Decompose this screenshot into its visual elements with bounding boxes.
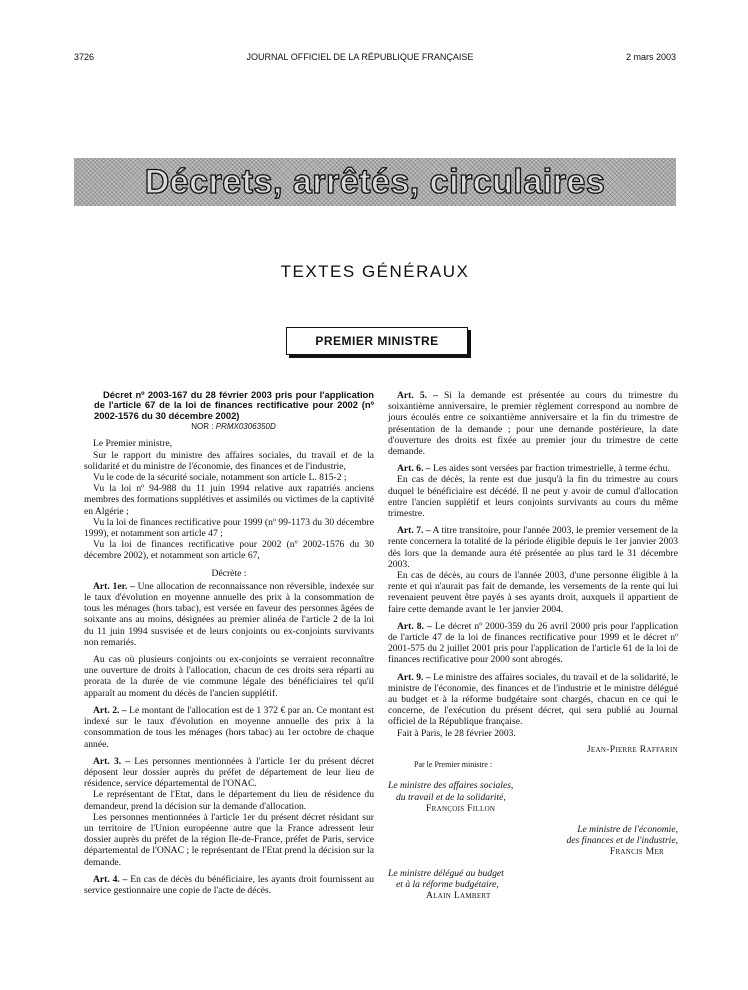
- ministry-box: [286, 327, 468, 355]
- article-1: [84, 581, 374, 648]
- signature-block-minister-1: [388, 780, 678, 814]
- article-label: Art. 2. –: [93, 704, 127, 716]
- paragraph: En cas de décès, la rente est due jusqu'à la fin du trimestre au cours duquel le bénéficiaire est décédé. Il ne peut y avoir de cumul d'allocation entre l'ancien supplétif et leurs conjoints survivants au cours du même trimestre.: [388, 474, 678, 520]
- section-banner: [74, 158, 676, 206]
- journal-title: JOURNAL OFFICIEL DE LA RÉPUBLIQUE FRANÇAISE: [246, 52, 474, 62]
- paragraph: Les personnes mentionnées à l'article 1er du présent décret résidant sur un territoire de l'Union européenne autre que la France adressent leur dossier auprès du préfet de la région Ile-de-France, préfet de Paris, service départemental de l'ONAC ; le représentant de l'Etat prend la décision sur la demande.: [84, 811, 374, 868]
- article-4: [84, 874, 374, 896]
- paragraph: Vu la loi de finances rectificative pour 2002 (nº 2002-1576 du 30 décembre 2002), et notamment son article 67,: [84, 539, 374, 562]
- article-label: Art. 5. –: [397, 390, 438, 401]
- paragraph: Vu la loi de finances rectificative pour 1999 (nº 99-1173 du 30 décembre 1999), et notamment son article 47 ;: [84, 516, 374, 540]
- minister-title: Le ministre de l'économie,: [577, 823, 678, 835]
- signer-name: Jean-Pierre Raffarin: [586, 743, 678, 755]
- decret-title: Décret nº 2003-167 du 28 février 2003 pris pour l'application de l'article 67 de la loi de finances rectificative pour 2002 (nº 2002-1576 du 30 décembre 2002): [94, 389, 374, 421]
- article-5: [388, 390, 678, 457]
- ministry-name: PREMIER MINISTRE: [315, 334, 439, 348]
- article-label: Art. 8. –: [397, 620, 432, 632]
- article-text: Le montant de l'allocation est de 1 372 € par an. Ce montant est indexé sur le taux d'évolution en moyenne annuelle des prix à la consommation de tous les ménages (hors tabac) au 1er octobre de chaque année.: [84, 704, 374, 750]
- minister-name: Alain Lambert: [426, 889, 491, 901]
- article-2: [84, 705, 374, 750]
- minister-title: du travail et de la solidarité,: [396, 791, 506, 803]
- minister-name: Francis Mer: [609, 846, 664, 858]
- article-8: [388, 621, 678, 666]
- minister-title: et à la réforme budgétaire,: [396, 878, 499, 890]
- minister-name: François Fillon: [426, 802, 496, 814]
- signature-block-minister-3: [388, 868, 678, 902]
- paragraph: Le Premier ministre,: [93, 438, 173, 450]
- signature-date: Fait à Paris, le 28 février 2003.: [397, 727, 516, 739]
- minister-title: des finances et de l'industrie,: [566, 835, 678, 847]
- left-column: [84, 390, 374, 896]
- paragraph: En cas de décès, au cours de l'année 2003, d'une personne éligible à la rente et qui n'aurait pas fait de demande, les versements de la rente qui lui revenaient peuvent être payés à ses ayants droit, auxquels il appartient de faire cette demande avant le 1er janvier 2004.: [388, 570, 678, 615]
- article-text: Les aides sont versées par fraction trimestrielle, à terme échu.: [430, 463, 670, 475]
- banner-title: Décrets, arrêtés, circulaires: [144, 162, 606, 201]
- article-label: Art. 9. –: [397, 671, 431, 683]
- article-7: [388, 525, 678, 570]
- nor-code: PRMX0306350D: [215, 422, 276, 432]
- article-text: Les personnes mentionnées à l'article 1er du présent décret déposent leur dossier auprès du préfet de département de leur lieu de résidence, service départemental de l'ONAC.: [84, 755, 374, 790]
- article-text: Une allocation de reconnaissance non réversible, indexée sur le taux d'évolution en moyenne annuelle des prix à la consommation de tous les ménages (hors tabac), est versée en faveur des personnes âgées de soixante ans au moins, désignées au premier alinéa de l'article 2 de la loi du 11 juin 1994 susvisée et de leurs conjoints ou ex-conjoints survivants non remariés.: [84, 580, 374, 648]
- article-9: [388, 672, 678, 728]
- article-label: Art. 3. –: [93, 755, 131, 767]
- decrete-line: Décrète :: [211, 567, 247, 579]
- issue-date: 2 mars 2003: [625, 52, 676, 62]
- article-3: [84, 756, 374, 790]
- article-label: Art. 4. –: [93, 873, 128, 885]
- minister-title: Le ministre délégué au budget: [388, 867, 504, 879]
- paragraph: Sur le rapport du ministre des affaires sociales, du travail et de la solidarité et du ministre de l'économie, des finances et de l'industrie,: [84, 449, 374, 472]
- page-header: [74, 50, 676, 64]
- nor-line: [84, 421, 374, 432]
- article-text: Le ministre des affaires sociales, du travail et de la solidarité, le ministre de l'économie, des finances et de l'industrie et le ministre délégué au budget et à la réforme budgétaire sont chargés, chacun en ce qui le concerne, de l'exécution du présent décret, qui sera publié au Journal officiel de la République française.: [388, 671, 678, 728]
- paragraph: Vu la loi nº 94-988 du 11 juin 1994 relative aux rapatriés anciens membres des formations supplétives et assimilés ou victimes de la captivité en Algérie ;: [84, 483, 374, 517]
- article-6: [388, 463, 678, 474]
- paragraph: Le représentant de l'Etat, dans le département du lieu de résidence du demandeur, prend la décision sur la demande d'allocation.: [84, 789, 374, 812]
- article-text: Si la demande est présentée au cours du trimestre du soixantième anniversaire, le premier règlement correspond au nombre de jours écoulés entre ce soixantième anniversaire et la fin du trimestre de présentation de la demande ; pour une demande postérieure, la date d'ouverture des droits est fixée au premier jour du trimestre de cette demande.: [388, 390, 678, 458]
- par-line: Par le Premier ministre :: [414, 760, 493, 770]
- signature-block-minister-2: [388, 824, 678, 858]
- nor-label: NOR :: [191, 422, 216, 432]
- paragraph: Vu le code de la sécurité sociale, notamment son article L. 815-2 ;: [93, 472, 347, 484]
- minister-title: Le ministre des affaires sociales,: [388, 780, 514, 792]
- right-column: [388, 390, 678, 901]
- article-text: Le décret nº 2000-359 du 26 avril 2000 pris pour l'application de l'article 47 de la loi de finances rectificative pour 1999 et le décret nº 2001-575 du 2 juillet 2001 pris pour l'application de l'article 61 de la loi de finances rectificative pour 2000 sont abrogés.: [388, 620, 678, 666]
- article-label: Art. 7. –: [397, 525, 431, 537]
- article-label: Art. 6. –: [397, 463, 431, 475]
- article-text: A titre transitoire, pour l'année 2003, le premier versement de la rente concernera la totalité de la période éligible depuis le 1er janvier 2003 dès lors que la demande aura été présentée au plus tard le 31 décembre 2003.: [388, 525, 678, 570]
- paragraph: Au cas où plusieurs conjoints ou ex-conjoints se verraient reconnaître une ouverture de droits à l'allocation, chacun de ces droits sera réparti au prorata de la durée de vie commune légale des bénéficiaires tel qu'il apparaît au moment du décès de l'ancien supplétif.: [84, 654, 374, 699]
- section-title: TEXTES GÉNÉRAUX: [280, 262, 470, 281]
- article-text: En cas de décès du bénéficiaire, les ayants droit fournissent au service gestionnaire une copie de l'acte de décès.: [84, 873, 374, 896]
- page-number: 3726: [74, 52, 95, 62]
- article-label: Art. 1er. –: [93, 580, 135, 592]
